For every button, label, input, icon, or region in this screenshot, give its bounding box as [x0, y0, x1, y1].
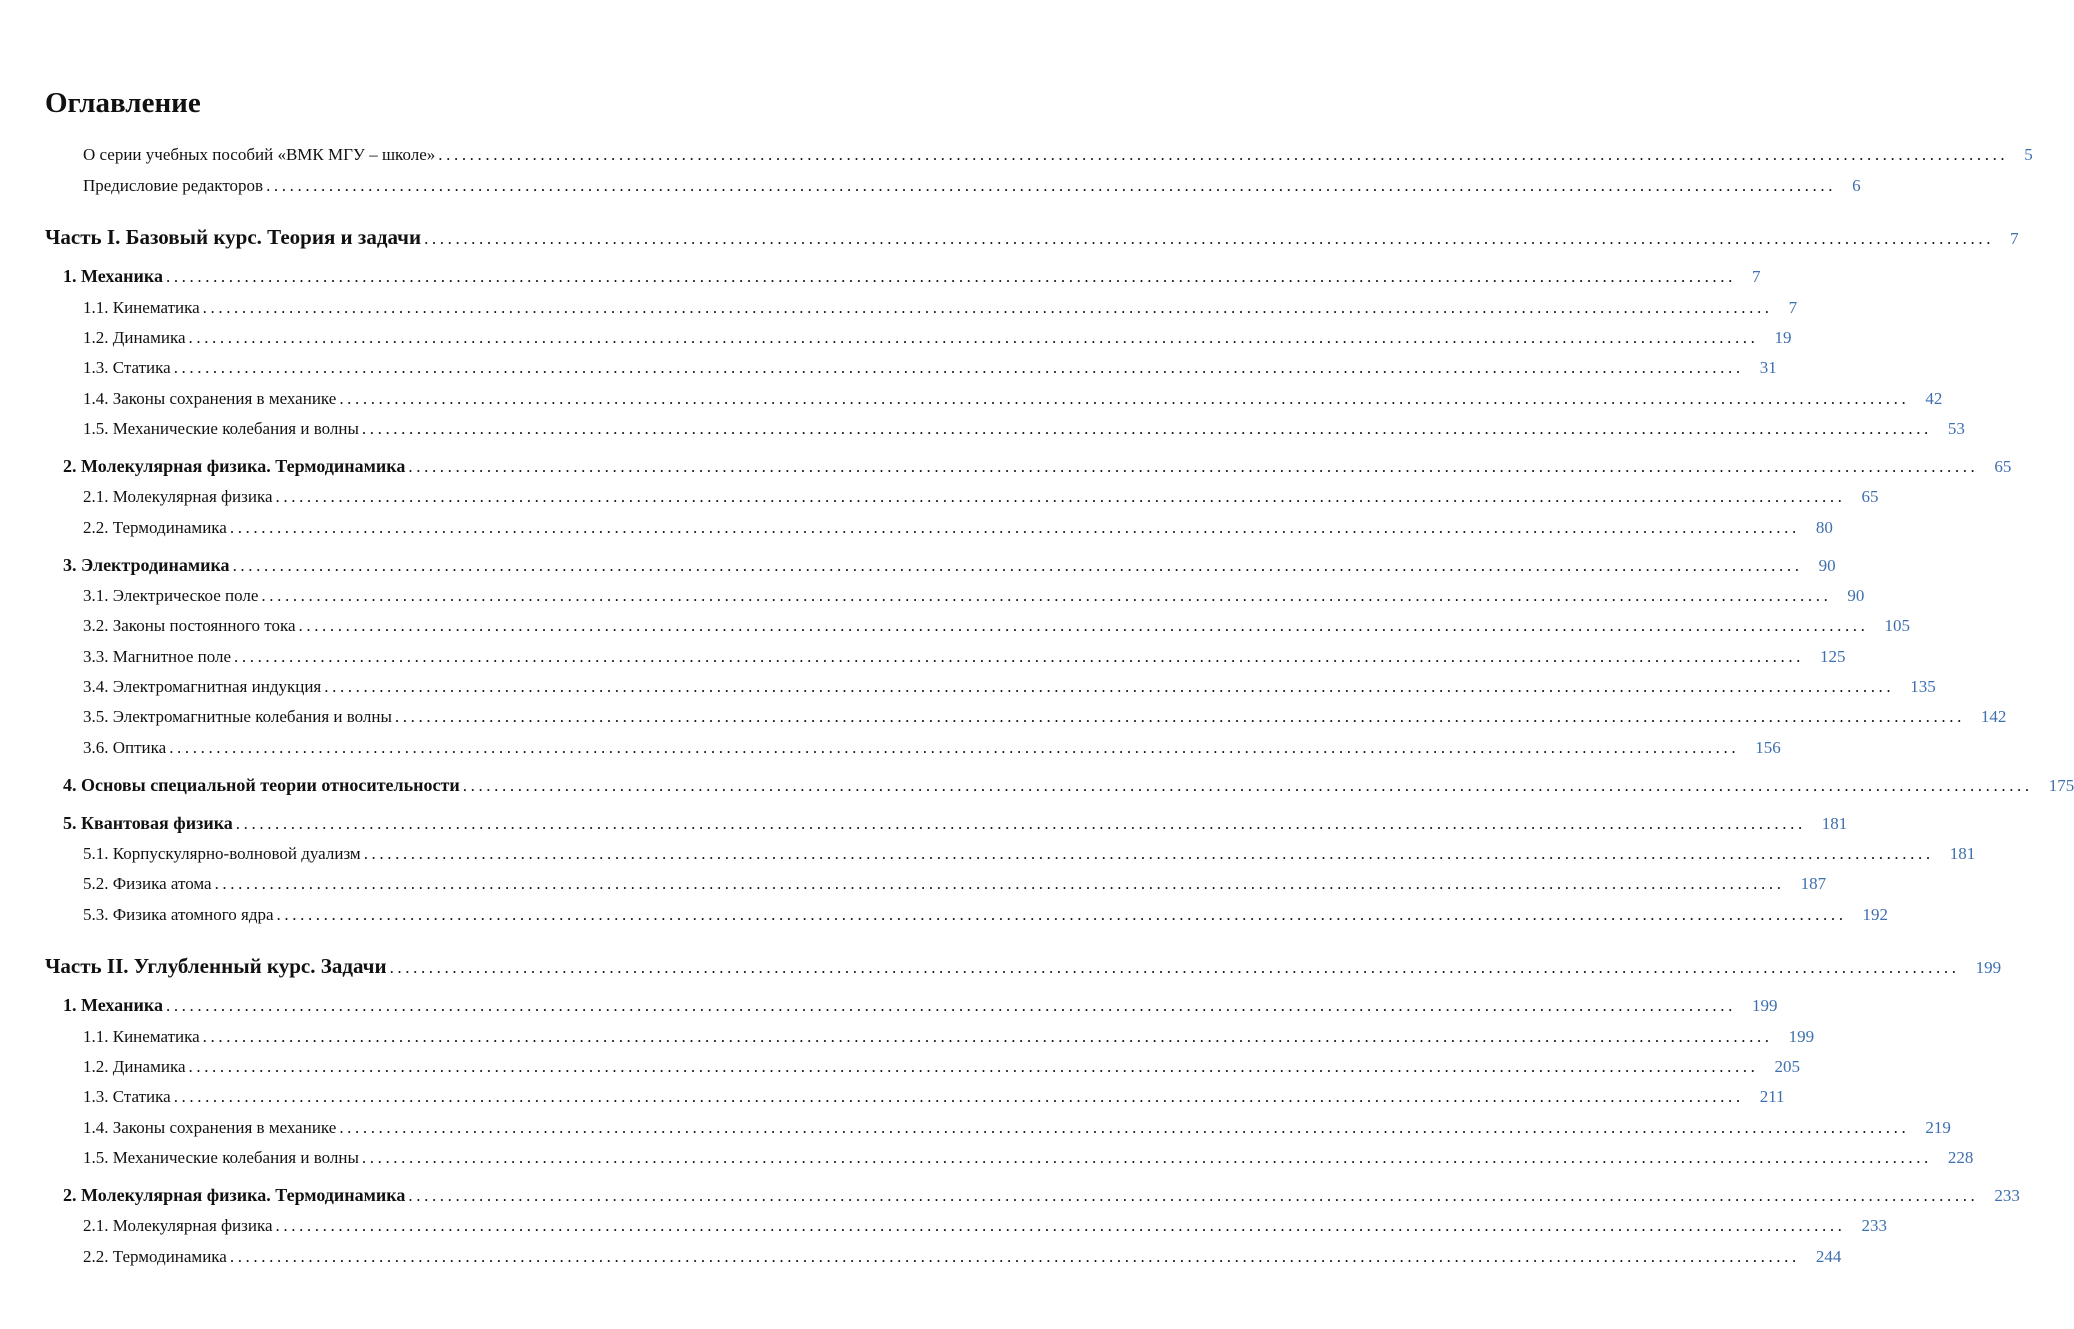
toc-entry-label: 5.2. Физика атома	[83, 874, 212, 893]
toc-entry-label: 5.1. Корпускулярно-волновой дуализм	[83, 844, 361, 863]
toc-dot-leader: ........................................................................................................................................................................................................	[298, 616, 1869, 635]
toc-page-number: 199	[1788, 1027, 1815, 1046]
toc-page-number: 244	[1815, 1247, 1842, 1266]
toc-dot-leader: ........................................................................................................................................................................................................	[261, 586, 1832, 605]
toc-dot-leader: ........................................................................................................................................................................................................	[339, 1118, 1910, 1137]
toc-entry-label: 3. Электродинамика	[63, 555, 230, 575]
toc-entry-section[interactable]	[83, 614, 1910, 637]
toc-page-number: 5	[2024, 145, 2033, 164]
toc-entry-label: 1.4. Законы сохранения в механике	[83, 389, 337, 408]
toc-entry-part-1[interactable]	[45, 224, 2019, 252]
toc-entry-label: 3.5. Электромагнитные колебания и волны	[83, 707, 392, 726]
toc-entry-section[interactable]	[83, 1116, 1951, 1139]
toc-entry-section[interactable]	[83, 417, 1965, 440]
toc-entry-label: 4. Основы специальной теории относительности	[63, 775, 460, 795]
toc-entry-section[interactable]	[83, 1055, 1800, 1078]
toc-entry-section[interactable]	[83, 326, 1792, 349]
toc-entry-label: Часть II. Углубленный курс. Задачи	[45, 954, 387, 978]
toc-dot-leader: ........................................................................................................................................................................................................	[232, 556, 1803, 575]
page-title: Оглавление	[45, 87, 201, 119]
toc-entry-label: 1.2. Динамика	[83, 328, 186, 347]
toc-entry-label: 3.1. Электрическое поле	[83, 586, 259, 605]
toc-entry-chapter[interactable]	[63, 993, 1778, 1018]
toc-dot-leader: ........................................................................................................................................................................................................	[389, 958, 1960, 977]
toc-entry-chapter[interactable]	[63, 553, 1836, 578]
toc-page-number: 42	[1925, 389, 1943, 408]
toc-page-number: 19	[1774, 328, 1792, 347]
toc-dot-leader: ........................................................................................................................................................................................................	[229, 518, 1800, 537]
toc-page-number: 233	[1861, 1216, 1888, 1235]
toc-entry-label: 2.1. Молекулярная физика	[83, 1216, 273, 1235]
toc-entry-label: 3.4. Электромагнитная индукция	[83, 677, 322, 696]
toc-dot-leader: ........................................................................................................................................................................................................	[424, 229, 1995, 248]
toc-entry-label: 1.5. Механические колебания и волны	[83, 419, 359, 438]
toc-dot-leader: ........................................................................................................................................................................................................	[202, 298, 1773, 317]
toc-page-number: 90	[1818, 556, 1836, 575]
toc-page-number: 156	[1755, 738, 1781, 757]
toc-entry-label: 1.1. Кинематика	[83, 298, 200, 317]
toc-dot-leader: ........................................................................................................................................................................................................	[229, 1247, 1800, 1266]
toc-page-number: 175	[2048, 776, 2074, 795]
toc-dot-leader: ........................................................................................................................................................................................................	[363, 844, 1934, 863]
toc-entry-label: 1.3. Статика	[83, 1087, 171, 1106]
toc-page-number: 211	[1759, 1087, 1785, 1106]
toc-entry-chapter[interactable]	[63, 773, 2074, 798]
toc-entry-label: 2.2. Термодинамика	[83, 518, 227, 537]
toc-page-number: 65	[1994, 457, 2012, 476]
toc-entry-label: 5. Квантовая физика	[63, 813, 233, 833]
toc-entry-section[interactable]	[83, 675, 1936, 698]
toc-entry-section[interactable]	[83, 645, 1846, 668]
toc-page-number: 7	[2010, 229, 2019, 248]
toc-entry-preface[interactable]	[83, 174, 1861, 197]
toc-page-number: 219	[1925, 1118, 1951, 1137]
toc-entry-part-2[interactable]	[45, 953, 2002, 981]
toc-entry-label: 3.3. Магнитное поле	[83, 647, 232, 666]
toc-entry-section[interactable]	[83, 387, 1943, 410]
toc-dot-leader: ........................................................................................................................................................................................................	[462, 776, 2033, 795]
toc-dot-leader: ........................................................................................................................................................................................................	[361, 1148, 1932, 1167]
toc-entry-label: 5.3. Физика атомного ядра	[83, 905, 274, 924]
toc-entry-chapter[interactable]	[63, 454, 2012, 479]
toc-entry-chapter[interactable]	[63, 1183, 2020, 1208]
toc-page-number: 6	[1852, 176, 1861, 195]
toc-dot-leader: ........................................................................................................................................................................................................	[361, 419, 1932, 438]
toc-entry-chapter[interactable]	[63, 264, 1761, 289]
toc-entry-section[interactable]	[83, 1214, 1888, 1237]
toc-page-number: 199	[1751, 996, 1778, 1015]
toc-dot-leader: ........................................................................................................................................................................................................	[275, 487, 1846, 506]
toc-dot-leader: ........................................................................................................................................................................................................	[173, 1087, 1744, 1106]
toc-entry-label: 1.5. Механические колебания и волны	[83, 1148, 359, 1167]
toc-page-number: 80	[1815, 518, 1833, 537]
toc-dot-leader: ........................................................................................................................................................................................................	[438, 145, 2009, 164]
toc-entry-label: 1.1. Кинематика	[83, 1027, 200, 1046]
toc-dot-leader: ........................................................................................................................................................................................................	[188, 1057, 1759, 1076]
toc-entry-label: О серии учебных пособий «ВМК МГУ – школе»	[83, 145, 436, 164]
toc-dot-leader: ........................................................................................................................................................................................................	[235, 814, 1806, 833]
toc-dot-leader: ........................................................................................................................................................................................................	[188, 328, 1759, 347]
toc-dot-leader: ........................................................................................................................................................................................................	[165, 996, 1736, 1015]
toc-page-number: 125	[1820, 647, 1846, 666]
toc-page-number: 7	[1751, 267, 1761, 286]
toc-page-number: 135	[1910, 677, 1936, 696]
toc-dot-leader: ........................................................................................................................................................................................................	[173, 358, 1744, 377]
toc-dot-leader: ........................................................................................................................................................................................................	[202, 1027, 1773, 1046]
toc-dot-leader: ........................................................................................................................................................................................................	[266, 176, 1837, 195]
toc-dot-leader: ........................................................................................................................................................................................................	[169, 738, 1740, 757]
toc-page-number: 90	[1847, 586, 1865, 605]
toc-entry-section[interactable]	[83, 1085, 1785, 1108]
toc-dot-leader: ........................................................................................................................................................................................................	[276, 905, 1847, 924]
toc-entry-label: 1.3. Статика	[83, 358, 171, 377]
toc-page-number: 228	[1947, 1148, 1974, 1167]
toc-entry-section[interactable]	[83, 485, 1879, 508]
toc-dot-leader: ........................................................................................................................................................................................................	[165, 267, 1736, 286]
toc-page-number: 199	[1975, 958, 2002, 977]
toc-entry-section[interactable]	[83, 584, 1865, 607]
toc-entry-section[interactable]	[83, 736, 1781, 759]
toc-page-number: 187	[1800, 874, 1827, 893]
toc-entry-label: 1. Механика	[63, 995, 163, 1015]
toc-page-number: 31	[1759, 358, 1777, 377]
toc-entry-section[interactable]	[83, 842, 1976, 865]
toc-entry-label: 1.4. Законы сохранения в механике	[83, 1118, 337, 1137]
toc-entry-label: 3.6. Оптика	[83, 738, 167, 757]
toc-entry-label: 2. Молекулярная физика. Термодинамика	[63, 456, 406, 476]
toc-entry-section[interactable]	[83, 516, 1833, 539]
toc-entry-section[interactable]	[83, 1146, 1974, 1169]
toc-dot-leader: ........................................................................................................................................................................................................	[275, 1216, 1846, 1235]
toc-entry-label: 2.2. Термодинамика	[83, 1247, 227, 1266]
toc-page-number: 205	[1774, 1057, 1800, 1076]
toc-page-number: 65	[1861, 487, 1879, 506]
toc-dot-leader: ........................................................................................................................................................................................................	[408, 457, 1979, 476]
toc-page-number: 181	[1949, 844, 1976, 863]
toc-page-number: 192	[1862, 905, 1889, 924]
toc-entry-label: Часть I. Базовый курс. Теория и задачи	[45, 225, 422, 249]
toc-entry-section[interactable]	[83, 1025, 1815, 1048]
toc-dot-leader: ........................................................................................................................................................................................................	[339, 389, 1910, 408]
toc-dot-leader: ........................................................................................................................................................................................................	[234, 647, 1805, 666]
toc-entry-section[interactable]	[83, 296, 1798, 319]
toc-entry-label: 1. Механика	[63, 266, 163, 286]
toc-entry-label: 2.1. Молекулярная физика	[83, 487, 273, 506]
toc-entry-chapter[interactable]	[63, 811, 1848, 836]
toc-dot-leader: ........................................................................................................................................................................................................	[214, 874, 1785, 893]
toc-entry-label: Предисловие редакторов	[83, 176, 264, 195]
toc-entry-label: 1.2. Динамика	[83, 1057, 186, 1076]
toc-entry-section[interactable]	[83, 1245, 1842, 1268]
toc-entry-label: 2. Молекулярная физика. Термодинамика	[63, 1185, 406, 1205]
toc-entry-section[interactable]	[83, 903, 1889, 926]
toc-page-number: 181	[1821, 814, 1848, 833]
toc-page-number: 105	[1884, 616, 1910, 635]
toc-page-number: 7	[1788, 298, 1798, 317]
toc-entry-label: 3.2. Законы постоянного тока	[83, 616, 296, 635]
toc-entry-section[interactable]	[83, 356, 1777, 379]
toc-entry-section[interactable]	[83, 705, 2007, 728]
toc-page-number: 142	[1980, 707, 2007, 726]
toc-entry-series-about[interactable]	[83, 143, 2033, 166]
toc-dot-leader: ........................................................................................................................................................................................................	[394, 707, 1965, 726]
toc-dot-leader: ........................................................................................................................................................................................................	[408, 1186, 1979, 1205]
toc-page-number: 53	[1947, 419, 1965, 438]
toc-dot-leader: ........................................................................................................................................................................................................	[324, 677, 1895, 696]
toc-entry-section[interactable]	[83, 872, 1827, 895]
toc-page-number: 233	[1994, 1186, 2020, 1205]
